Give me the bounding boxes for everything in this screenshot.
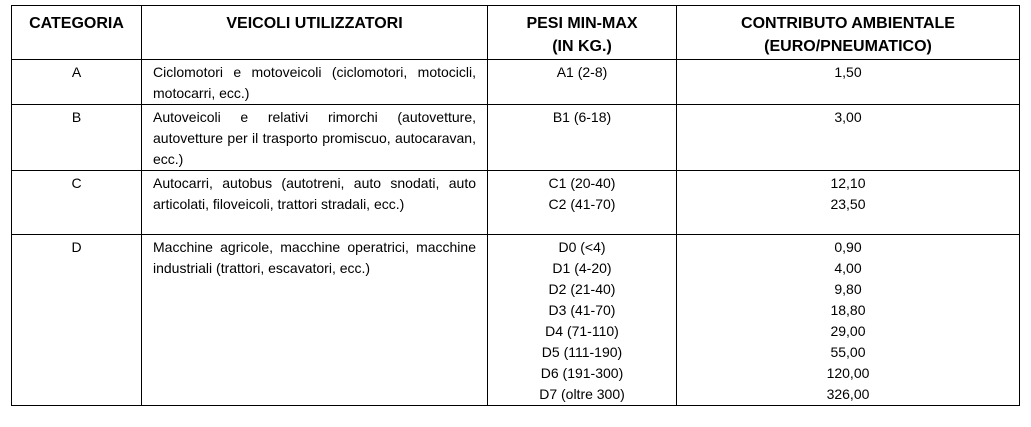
contributo-value: 326,00 <box>826 386 870 402</box>
cell-pesi <box>488 105 677 171</box>
cell-categoria: B <box>12 105 142 171</box>
cell-categoria: A <box>12 60 142 105</box>
table-row <box>12 105 1020 171</box>
cell-veicoli: Macchine agricole, macchine operatrici, macchine industriali (trattori, escavatori, ecc.) <box>142 235 488 406</box>
peso-value: A1 (2-8) <box>556 64 608 80</box>
contributo-table <box>11 5 1020 406</box>
cell-contributo <box>677 60 1020 105</box>
contributo-value: 120,00 <box>826 365 870 381</box>
cell-contributo <box>677 105 1020 171</box>
header-pesi: PESI MIN-MAX (IN KG.) <box>488 6 677 60</box>
peso-value: C2 (41-70) <box>548 196 616 212</box>
cell-pesi <box>488 171 677 235</box>
peso-value: D5 (111-190) <box>541 344 623 360</box>
contributo-value: 18,80 <box>830 302 866 318</box>
cell-pesi <box>488 60 677 105</box>
header-contributo: CONTRIBUTO AMBIENTALE (EURO/PNEUMATICO) <box>677 6 1020 60</box>
cell-veicoli: Ciclomotori e motoveicoli (ciclomotori, motocicli, motocarri, ecc.) <box>142 60 488 105</box>
table-row <box>12 235 1020 406</box>
contributo-value: 1,50 <box>834 64 862 80</box>
contributo-value: 23,50 <box>830 196 866 212</box>
cell-categoria: C <box>12 171 142 235</box>
peso-value: D4 (71-110) <box>545 323 619 339</box>
contributo-value: 12,10 <box>830 175 866 191</box>
header-categoria: CATEGORIA <box>12 6 142 60</box>
contributo-value: 3,00 <box>834 109 862 125</box>
peso-value: D6 (191-300) <box>540 365 624 381</box>
cell-categoria: D <box>12 235 142 406</box>
cell-veicoli: Autocarri, autobus (autotreni, auto snodati, auto articolati, filoveicoli, trattori stradali, ecc.) <box>142 171 488 235</box>
contributo-value: 9,80 <box>834 281 862 297</box>
contributo-value: 55,00 <box>830 344 866 360</box>
cell-pesi <box>488 235 677 406</box>
table-row <box>12 171 1020 235</box>
contributo-value: 0,90 <box>834 239 862 255</box>
table-row <box>12 60 1020 105</box>
peso-value: D7 (oltre 300) <box>539 386 625 402</box>
peso-value: D0 (<4) <box>558 239 606 255</box>
contributo-value: 29,00 <box>830 323 866 339</box>
peso-value: B1 (6-18) <box>552 109 612 125</box>
header-veicoli: VEICOLI UTILIZZATORI <box>142 6 488 60</box>
cell-contributo <box>677 235 1020 406</box>
peso-value: D3 (41-70) <box>548 302 616 318</box>
peso-value: D2 (21-40) <box>548 281 616 297</box>
contributo-value: 4,00 <box>834 260 862 276</box>
cell-contributo <box>677 171 1020 235</box>
peso-value: C1 (20-40) <box>548 175 616 191</box>
header-row <box>12 6 1020 60</box>
peso-value: D1 (4-20) <box>552 260 612 276</box>
cell-veicoli: Autoveicoli e relativi rimorchi (autovetture, autovetture per il trasporto promiscuo, autocaravan, ecc.) <box>142 105 488 171</box>
